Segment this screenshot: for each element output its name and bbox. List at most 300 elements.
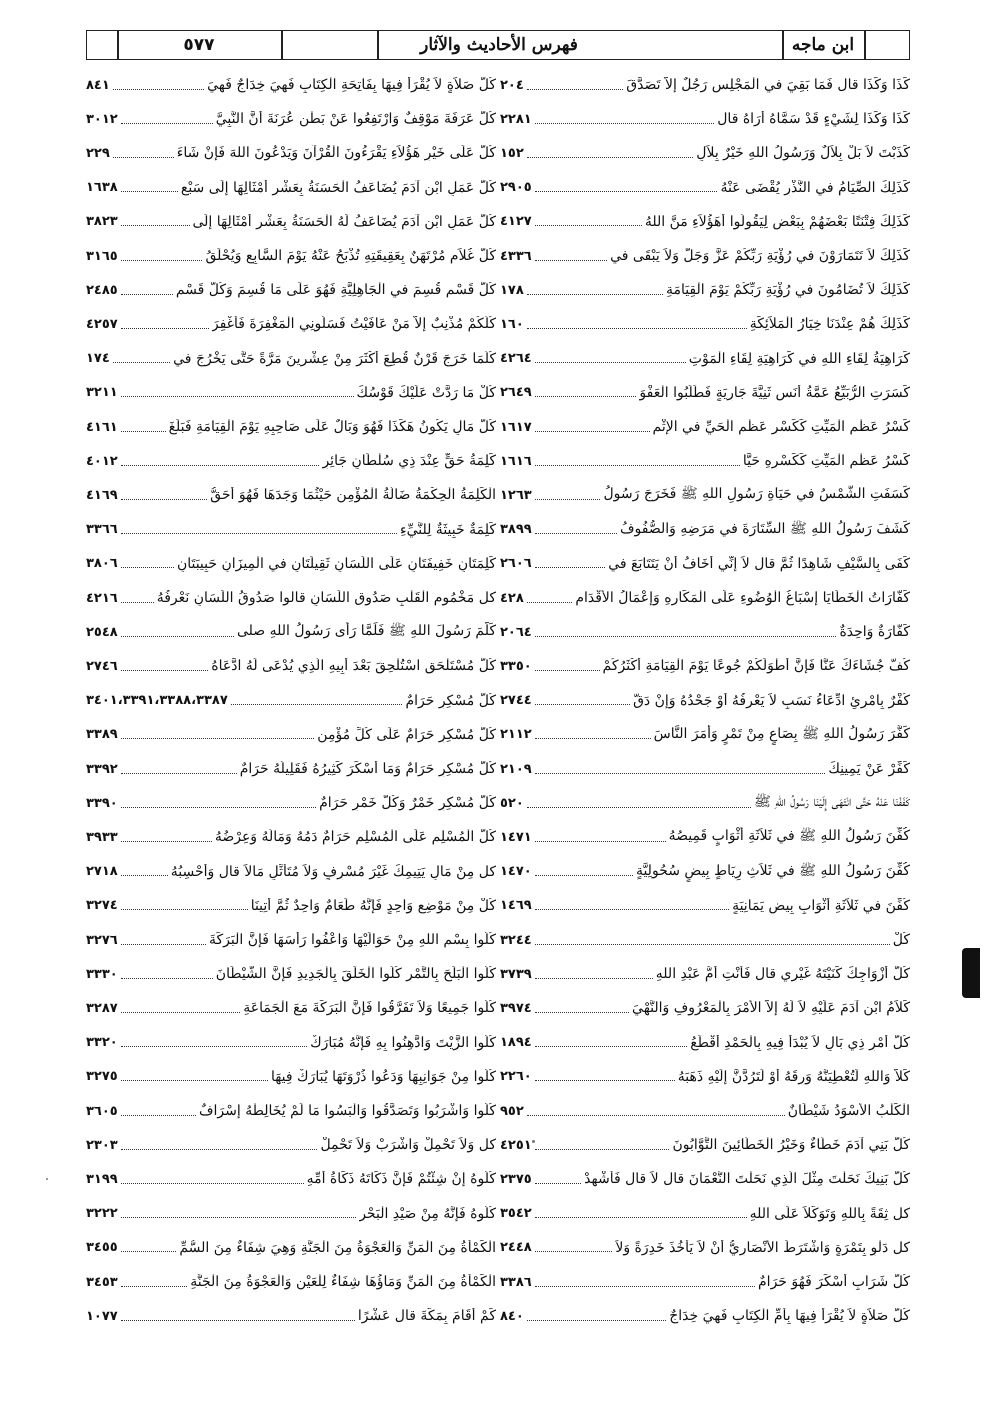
hadith-text: كُلُّ غُلاَمٍ مُرْتَهَنٌ بِعَقِيقَتِهِ تُذْبَحُ عَنْهُ يَوْمَ السَّابِعِ وَيُحْلَقُ <box>205 248 496 264</box>
header-divider <box>864 31 866 59</box>
dot-leader <box>121 807 316 808</box>
hadith-text: الْكَمْأَةُ مِنَ الْمَنِّ وَمَاؤُهَا شِفَاءٌ لِلْعَيْنِ وَالْعَجْوَةُ مِنَ الْجَنَّةِ <box>190 1274 496 1290</box>
index-entry <box>86 205 496 239</box>
hadith-number: ٢٣٧٥ <box>500 1171 532 1187</box>
dot-leader <box>121 465 320 466</box>
dot-leader <box>121 1286 188 1287</box>
hadith-text: كُلُّ قَسْمٍ قُسِمَ في الْجَاهِلِيَّةِ فَهُوَ عَلَى مَا قُسِمَ وَكُلُّ قَسْمٍ <box>175 282 496 299</box>
index-entry <box>500 444 910 478</box>
dot-leader <box>121 294 173 295</box>
hadith-text: كُلُّ مُسْكِرٍ حَرَامٌ <box>405 692 496 709</box>
dot-leader <box>121 1115 196 1116</box>
hadith-number: ٣١٦٥ <box>86 248 118 264</box>
index-entry <box>500 855 910 889</box>
dot-leader <box>527 328 747 329</box>
index-entry <box>86 342 496 376</box>
index-entry <box>86 1299 496 1333</box>
hadith-text: كَرَاهِيَةُ لِقَاءِ اللهِ في كَرَاهِيَةِ لِقَاءِ الْمَوْتِ <box>688 350 910 367</box>
hadith-number: ٢٢٨١ <box>500 111 532 127</box>
hadith-text: كل وَلاَ تَحْمِلْ وَاشْرَبْ وَلاَ تَحْمِلْ <box>320 1137 496 1154</box>
dot-leader <box>535 1251 613 1252</box>
hadith-text: كُلْ مِنْ مَوْضِعٍ وَاحِدٍ فَإِنَّهُ طَعَامٌ وَاحِدٌ ثُمَّ أُتِينَا <box>250 897 496 914</box>
hadith-number: ٣٥٤٢ <box>500 1206 532 1222</box>
hadith-text: كُلُّكُمْ مُذْنِبٌ إِلاَّ مَنْ عَافَيْتُ فَسَلُونِي الْمَغْفِرَةَ فَأَغْفِرَ <box>211 316 496 333</box>
hadith-number: ٢٥٤٨ <box>86 624 118 640</box>
index-entry <box>86 273 496 307</box>
dot-leader <box>527 602 573 603</box>
dot-leader <box>535 636 837 637</box>
hadith-text: كَذَلِكَ الصِّيَامُ في النَّذْرِ يُقْضَى عَنْهُ <box>720 179 910 196</box>
hadith-number: ٣٢٧٤ <box>86 898 118 914</box>
hadith-text: كَلِمَةُ حَقٍّ عِنْدَ ذِي سُلْطَانٍ جَائِرٍ <box>322 453 496 470</box>
hadith-number: ٣١٩٩ <box>86 1171 118 1187</box>
index-entry <box>500 136 910 170</box>
hadith-number: ١٠٧٧ <box>86 1308 118 1324</box>
index-entry <box>86 752 496 786</box>
hadith-number: ٤٢٦٤ <box>500 351 532 367</box>
hadith-number: ٢٩٠٥ <box>500 180 532 196</box>
index-entry <box>500 1231 910 1265</box>
index-entry <box>86 889 496 923</box>
index-entry <box>500 889 910 923</box>
hadith-number: ٩٥٢ <box>500 1103 524 1119</box>
hadith-text: كَسَفَتِ الشَّمْسُ في حَيَاةِ رَسُولِ اللهِ ﷺ فَخَرَجَ رَسُولُ <box>603 486 910 503</box>
dot-leader <box>121 123 213 124</box>
hadith-text: كُلَّمَا خَرَجَ قَرْنٌ قُطِعَ أَكْثَرَ مِنْ عِشْرِينَ مَرَّةً حَتَّى يَخْرُجَ في <box>173 350 496 367</box>
hadith-number: ٢٣٠٣ <box>86 1137 118 1153</box>
index-entry <box>500 786 910 820</box>
hadith-text: كُفَّ جُشَاءَكَ عَنَّا فَإِنَّ أَطْوَلَكُمْ جُوعًا يَوْمَ الْقِيَامَةِ أَكْثَرُكُمْ <box>602 658 910 675</box>
hadith-text: الْكَمْأَةُ مِنَ الْمَنِّ وَالْعَجْوَةُ مِنَ الْجَنَّةِ وَهِيَ شِفَاءٌ مِنَ السُّمِّ <box>179 1239 496 1256</box>
hadith-text: كَذَا وَكَذَا لِشَيْءٍ قَدْ سَمَّاهُ أُرَاهُ قال <box>717 111 910 128</box>
hadith-text: كَذَا وَكَذَا قال فَمَا بَقِيَ في الْمَجْلِسِ رَجُلٌ إِلاَّ تَصَدَّقَ <box>626 77 910 93</box>
hadith-number: ٢٢٩ <box>86 145 110 161</box>
index-entry <box>500 273 910 307</box>
hadith-number: ٣٣٨٦ <box>500 1274 532 1290</box>
hadith-text: كُلُوهُ فَإِنَّهُ مِنْ صَيْدِ الْبَحْرِ <box>359 1205 496 1222</box>
dot-leader <box>535 978 653 979</box>
hadith-number: ٢٠٦٤ <box>500 624 532 640</box>
dot-leader <box>535 1012 629 1013</box>
hadith-text: كَذَلِكَ لاَ تَتَمَارَوْنَ في رُؤْيَةِ رَبِّكُمْ عَزَّ وَجَلَّ وَلاَ يَبْقَى في <box>610 248 910 264</box>
dot-leader <box>527 89 623 90</box>
hadith-number: ٣٣٨٩ <box>86 727 118 743</box>
page-edge-mark <box>962 948 980 998</box>
hadith-text: كُفْرٌ بِامْرِئٍ ادِّعَاءُ نَسَبٍ لاَ يَعْرِفُهُ أَوْ جَحْدُهُ وَإِنْ دَقَّ <box>633 692 910 709</box>
dot-leader <box>535 191 718 192</box>
hadith-number: ٨٤١ <box>86 77 110 93</box>
hadith-text: كَفَّارَةٌ وَاحِدَةٌ <box>839 624 910 641</box>
index-entry <box>86 68 496 102</box>
index-entry <box>500 923 910 957</box>
hadith-number: ٣٢٧٥ <box>86 1069 118 1085</box>
dot-leader <box>121 1251 177 1252</box>
hadith-text: كُلُّ عَمَلِ ابْنِ آدَمَ يُضَاعَفُ لَهُ الْحَسَنَةُ بِعَشْرِ أَمْثَالِهَا إِلَى <box>192 213 496 230</box>
dot-leader <box>535 465 740 466</box>
dot-leader <box>121 533 397 534</box>
index-entry <box>500 478 910 512</box>
dot-leader <box>535 431 650 432</box>
dot-leader <box>535 1217 747 1218</box>
dot-leader <box>535 704 630 705</box>
index-entry <box>500 1128 910 1162</box>
index-entry <box>86 1128 496 1162</box>
hadith-number: ٣٤٥٥ <box>86 1240 118 1256</box>
hadith-number: ٣٧٣٩ <box>500 966 532 982</box>
dot-leader <box>535 1080 675 1081</box>
index-entry <box>86 957 496 991</box>
dot-leader <box>121 978 213 979</box>
hadith-number: ١٤٧١ <box>500 829 532 845</box>
index-entry <box>86 649 496 683</box>
index-entry <box>86 1265 496 1299</box>
index-entry <box>86 1231 496 1265</box>
dot-leader <box>121 636 234 637</box>
dot-leader <box>121 1149 318 1150</box>
hadith-number: ٢٤٨٥ <box>86 282 118 298</box>
index-entry <box>500 1197 910 1231</box>
dot-leader <box>121 225 190 226</box>
hadith-text: كُفِّنَ رَسُولُ اللهِ ﷺ في ثَلاَثِ رِيَاطٍ بِيضٍ سُحُولِيَّةٍ <box>635 862 910 879</box>
hadith-number: ٣٢٧٦ <box>86 932 118 948</box>
hadith-text: كُلُوا جَمِيعًا وَلاَ تَفَرَّقُوا فَإِنَّ الْبَرَكَةَ مَعَ الْجَمَاعَةِ <box>243 1000 496 1017</box>
hadith-text: كُلْ مَا رَدَّتْ عَلَيْكَ قَوْسُكَ <box>356 384 496 401</box>
hadith-number: ٣٢٤٤ <box>500 932 532 948</box>
hadith-text: كُلُّ صَلاَةٍ لاَ يُقْرَأُ فِيهَا بِفَاتِحَةِ الْكِتَابِ فَهِيَ خِدَاجٌ فَهِيَ <box>207 77 496 93</box>
hadith-text: كُلٌّ عَلَى خَيْرٍ هَؤُلاَءِ يَقْرَءُونَ الْقُرْآنَ وَيَدْعُونَ اللهَ فَإِنْ شَاءَ <box>176 145 496 162</box>
page-header <box>86 30 910 60</box>
hadith-number: ٣٨٠٦ <box>86 556 118 572</box>
index-entry <box>86 547 496 581</box>
hadith-text: كَلِمَتَانِ خَفِيفَتَانِ عَلَى اللِّسَانِ ثَقِيلَتَانِ في الْمِيزَانِ حَبِيبَتَانِ <box>176 555 496 572</box>
hadith-number: ٢٦٠٦ <box>500 556 532 572</box>
dot-leader <box>113 362 170 363</box>
hadith-text: كُلَّ بَنِيكَ نَحَلْتَ مِثْلَ الَّذِي نَحَلْتَ النُّعْمَانَ قال لاَ قال فَأَشْهِدْ <box>584 1171 910 1188</box>
hadith-number: ٣٣٣٠ <box>86 966 118 982</box>
dot-leader <box>121 1012 241 1013</box>
hadith-text: كَلاَّ وَاللهِ لَتُعْطِيَنَّهُ وَرِقَهُ أَوْ لَتَرُدَّنَّ إِلَيْهِ ذَهَبَهُ <box>677 1068 910 1085</box>
dot-leader <box>535 567 605 568</box>
index-entry <box>500 376 910 410</box>
hadith-number: ١٧٨ <box>500 282 524 298</box>
dot-leader <box>535 1286 755 1287</box>
hadith-text: الْكَلْبُ الأَسْوَدُ شَيْطَانٌ <box>787 1103 910 1119</box>
index-entry <box>500 171 910 205</box>
index-entry <box>500 307 910 341</box>
index-entry <box>500 1265 910 1299</box>
hadith-number: ٣٣٥٠ <box>500 658 532 674</box>
hadith-text: كُلُوا بِسْمِ اللهِ مِنْ حَوَالَيْهَا وَاعْفُوا رَأْسَهَا فَإِنَّ الْبَرَكَةَ <box>209 932 496 948</box>
hadith-text: كُلُوا مِنْ جَوَانِبِهَا وَدَعُوا ذُرْوَتَهَا يُبَارَكْ فِيهَا <box>270 1068 496 1085</box>
index-entry <box>500 410 910 444</box>
hadith-text: كُلُّ صَلاَةٍ لاَ يُقْرَأُ فِيهَا بِأُمِّ الْكِتَابِ فَهِيَ خِدَاجٌ <box>669 1308 910 1325</box>
dot-leader <box>121 1183 304 1184</box>
index-column-left <box>86 68 496 1325</box>
header-divider <box>117 31 119 59</box>
index-entry <box>86 513 496 547</box>
index-entry <box>500 581 910 615</box>
hadith-text: كُلْ <box>892 932 910 948</box>
hadith-text: كَفَى بِالسَّيْفِ شَاهِدًا ثُمَّ قال لاَ إِنِّي أَخَافُ أَنْ يَتَتَابَعَ في <box>608 555 910 572</box>
hadith-text: كُلُّ مُسْكِرٍ خَمْرٌ وَكُلُّ خَمْرٍ حَرَامٌ <box>319 795 496 812</box>
dot-leader <box>535 841 666 842</box>
dot-leader <box>113 89 204 90</box>
hadith-number: ١٢٦٣ <box>500 487 532 503</box>
hadith-text: كَسْرُ عَظْمِ الْمَيِّتِ كَكَسْرِهِ حَيًّا <box>742 453 910 470</box>
hadith-text: كُلُّ مُسْكِرٍ حَرَامٌ عَلَى كُلِّ مُؤْمِنٍ <box>317 726 496 743</box>
index-entry <box>500 547 910 581</box>
hadith-number: ٣٤٥٣ <box>86 1274 118 1290</box>
dot-leader <box>527 1320 666 1321</box>
hadith-text: كُلُوا وَاشْرَبُوا وَتَصَدَّقُوا وَالْبَسُوا مَا لَمْ يُخَالِطْهُ إِسْرَافٌ <box>199 1103 496 1119</box>
dot-leader <box>535 875 633 876</box>
index-entry <box>86 581 496 615</box>
index-entry <box>500 239 910 273</box>
hadith-text: كَسْرُ عَظْمِ الْمَيِّتِ كَكَسْرِ عَظْمِ الْحَيِّ في الإِثْمِ <box>652 419 910 435</box>
hadith-number: ٣٢٢٢ <box>86 1206 118 1222</box>
index-entry <box>500 1026 910 1060</box>
index-entry <box>86 478 496 512</box>
index-entry <box>500 1299 910 1333</box>
index-entry <box>500 752 910 786</box>
index-entry <box>86 786 496 820</box>
index-entry <box>500 718 910 752</box>
index-entry <box>500 820 910 854</box>
dot-leader <box>535 738 651 739</box>
index-entry <box>500 342 910 376</box>
index-entry <box>86 307 496 341</box>
index-entry <box>86 1094 496 1128</box>
dot-leader <box>121 1320 355 1321</box>
hadith-text: كَلَّمَ رَسُولَ اللهِ ﷺ فَلَمَّا رَأَى رَسُولُ اللهِ صلى <box>237 623 496 640</box>
hadith-text: كُفِّنَ في ثَلاَثَةِ أَثْوَابٍ بِيضٍ يَمَانِيَةٍ <box>732 897 910 914</box>
scan-speck <box>532 1140 535 1143</box>
hadith-number: ٣٣٢٠ <box>86 1035 118 1051</box>
hadith-number: ٢٧٤٤ <box>500 693 532 709</box>
hadith-number: ١٦٣٨ <box>86 180 118 196</box>
hadith-text: كُفِّنَ رَسُولُ اللهِ ﷺ في ثَلاَثَةِ أَثْوَابٍ قَمِيصُهُ <box>668 828 910 845</box>
dot-leader <box>535 1046 688 1047</box>
hadith-number: ٣٩٧٤ <box>500 1000 532 1016</box>
dot-leader <box>535 1183 581 1184</box>
index-entry <box>86 376 496 410</box>
index-entry <box>86 171 496 205</box>
hadith-text: كَمْ أَقَامَ بِمَكَّةَ قال عَشْرًا <box>357 1308 496 1325</box>
hadith-number: ١٦٠ <box>500 316 524 332</box>
hadith-text: كَفَّرَ رَسُولُ اللهِ ﷺ بِصَاعٍ مِنْ تَمْرٍ وَأَمَرَ النَّاسَ <box>653 725 910 742</box>
index-entry <box>500 1060 910 1094</box>
dot-leader <box>121 499 207 500</box>
dot-leader <box>121 944 206 945</box>
hadith-number: ٤٢٥٧ <box>86 316 118 332</box>
index-entry <box>500 68 910 102</box>
index-entry <box>500 991 910 1025</box>
hadith-text: كل دَلْوٍ بِتَمْرَةٍ وَاشْتَرَطَ الأَنْصَارِيُّ أَنْ لاَ يَأْخُذَ خَدِرَةً وَلاَ <box>615 1239 910 1256</box>
hadith-number: ٢٤٤٨ <box>500 1240 532 1256</box>
hadith-text: كُلُّ أَمْرٍ ذِي بَالٍ لاَ يُبْدَأُ فِيهِ بِالْحَمْدِ أَقْطَعُ <box>690 1034 910 1051</box>
hadith-text: كُلُّ عَمَلِ ابْنِ آدَمَ يُضَاعَفُ الْحَسَنَةُ بِعَشْرِ أَمْثَالِهَا إِلَى سَبْعِ <box>180 179 496 196</box>
dot-leader <box>527 807 751 808</box>
hadith-number: ٣٢١١ <box>86 385 118 401</box>
hadith-number: ٤١٦١ <box>86 419 118 435</box>
hadith-text: كُلُّ عَرَفَةَ مَوْقِفٌ وَارْتَفِعُوا عَنْ بَطْنِ عُرَنَةَ أَنَّ النَّبِيَّ <box>215 111 496 128</box>
hadith-number: ٣٤٠١،٣٣٩١،٣٣٨٨،٣٣٨٧ <box>86 693 228 709</box>
hadith-text: كَلاَمُ ابْنِ آدَمَ عَلَيْهِ لاَ لَهُ إِلاَّ الأَمْرَ بِالْمَعْرُوفِ وَالنَّهْيَ <box>632 1000 910 1017</box>
index-entry <box>86 820 496 854</box>
page-title: فهرس الأحاديث والآثار <box>420 35 578 55</box>
hadith-number: ٣٣٦٦ <box>86 522 118 538</box>
index-entry <box>86 991 496 1025</box>
hadith-number: ٢١٠٩ <box>500 761 532 777</box>
index-entry <box>500 205 910 239</box>
hadith-number: ٢١١٢ <box>500 727 532 743</box>
index-entry <box>86 136 496 170</box>
hadith-text: كُلُّ شَرَابٍ أَسْكَرَ فَهُوَ حَرَامٌ <box>758 1274 910 1290</box>
dot-leader <box>121 909 248 910</box>
hadith-number: ٤٢٥١ <box>500 1137 532 1153</box>
hadith-number: ٤٠١٢ <box>86 453 118 469</box>
index-column-right <box>500 68 910 1325</box>
hadith-number: ١٤٦٩ <box>500 898 532 914</box>
dot-leader <box>121 328 209 329</box>
dot-leader <box>527 157 693 158</box>
hadith-number: ٣٨٢٣ <box>86 214 118 230</box>
hadith-number: ٤١٢٧ <box>500 214 532 230</box>
index-entry <box>500 1162 910 1196</box>
book-name: ابن ماجه <box>791 35 855 55</box>
hadith-text: كَذَبْتَ لاَ بَلْ بِلاَلٌ وَرَسُولُ اللهِ خَيْرٌ بِلاَلٍ <box>696 145 910 162</box>
hadith-text: كَفِّرْ عَنْ يَمِينِكَ <box>828 761 910 777</box>
dot-leader <box>535 123 715 124</box>
index-entry <box>500 102 910 136</box>
index-entry <box>86 239 496 273</box>
hadith-number: ٣٠١٢ <box>86 111 118 127</box>
hadith-text: كُلُوهُ إِنْ شِئْتُمْ فَإِنَّ ذَكَاتَهُ ذَكَاةُ أُمِّهِ <box>306 1171 496 1188</box>
hadith-text: كَفَّارَاتُ الْخَطَايَا إِسْبَاغُ الْوُضُوءِ عَلَى الْمَكَارِهِ وَإِعْمَالُ الأَقْدَامِ <box>575 590 910 606</box>
hadith-number: ١٧٤ <box>86 351 110 367</box>
hadith-number: ٢٦٤٩ <box>500 385 532 401</box>
dot-leader <box>527 1115 785 1116</box>
index-entry <box>86 410 496 444</box>
hadith-text: كَذَلِكَ هُمْ عِنْدَنَا خِيَارُ الْمَلاَئِكَةِ <box>749 316 910 333</box>
hadith-text: كَذَلِكَ لاَ تُضَامُونَ في رُؤْيَةِ رَبِّكُمْ يَوْمَ الْقِيَامَةِ <box>665 282 910 299</box>
dot-leader <box>121 191 178 192</box>
dot-leader <box>535 670 600 671</box>
dot-leader <box>113 157 174 158</box>
dot-leader <box>535 909 729 910</box>
hadith-number: ٢٧٤٦ <box>86 658 118 674</box>
dot-leader <box>231 704 403 705</box>
hadith-text: كُلُوا الْبَلَحَ بِالتَّمْرِ كُلُوا الْخَلَقَ بِالْجَدِيدِ فَإِنَّ الشَّيْطَانَ <box>215 966 496 983</box>
hadith-number: ٤٢١٦ <box>86 590 118 606</box>
dot-leader <box>121 773 237 774</box>
hadith-text: كل ثِقَةً بِاللهِ وَتَوَكُّلاً عَلَى اللهِ <box>749 1205 910 1222</box>
hadith-text: كل مَخْمُومِ الْقَلْبِ صَدُوقِ اللِّسَانِ قالوا صَدُوقُ اللِّسَانِ نَعْرِفُهُ <box>156 590 496 606</box>
index-entry <box>500 1094 910 1128</box>
hadith-number: ٤١٦٩ <box>86 487 118 503</box>
hadith-text: كل مِنْ مَالِ يَتِيمِكَ غَيْرَ مُسْرِفٍ وَلاَ مُتَأَثِّلٍ مَالاً قال وَأَحْسِبُهُ <box>170 863 496 880</box>
dot-leader <box>535 1149 670 1150</box>
hadith-number: ٨٤٠ <box>500 1308 524 1324</box>
hadith-number: ٤٣٣٦ <box>500 248 532 264</box>
dot-leader <box>121 1217 356 1218</box>
dot-leader <box>121 396 354 397</box>
hadith-number: ٢٢٦٠ <box>500 1069 532 1085</box>
hadith-text: كُلُوا الزَّيْتَ وَادَّهِنُوا بِهِ فَإِنَّهُ مُبَارَكٌ <box>310 1034 496 1051</box>
index-entry <box>86 1026 496 1060</box>
hadith-text: كُلُّ الْمُسْلِمِ عَلَى الْمُسْلِمِ حَرَامٌ دَمُهُ وَمَالُهُ وَعِرْضُهُ <box>214 829 496 846</box>
hadith-number: ٥٢٠ <box>500 795 524 811</box>
index-entry <box>86 684 496 718</box>
hadith-number: ٣٩٣٣ <box>86 829 118 845</box>
index-entry <box>86 1060 496 1094</box>
hadith-text: كُلُّ أَزْوَاجِكَ كَنَيْتَهُ غَيْرِي قال فَأَنْتِ أُمُّ عَبْدِ اللهِ <box>655 966 910 983</box>
hadith-text: كُلُّ بَنِي آدَمَ خَطَّاءٌ وَخَيْرُ الْخَطَّائِينَ التَّوَّابُونَ <box>672 1137 910 1154</box>
page-number: ٥٧٧ <box>183 35 215 55</box>
dot-leader <box>121 875 168 876</box>
hadith-text: كَذَلِكَ فِتْنَتًا بَعْضَهُمْ بِبَعْضٍ لِيَقُولُوا أَهَؤُلاَءِ مَنَّ اللهُ <box>644 213 910 230</box>
hadith-text: كَفَفْنَا عَنْهُ حَتَّى انْتَهَى إِلَيْنَا رَسُولُ اللهِ ﷺ <box>754 794 910 811</box>
hadith-text: كُلُّ مَالٍ يَكُونُ هَكَذَا فَهُوَ وَبَالٌ عَلَى صَاحِبِهِ يَوْمَ الْقِيَامَةِ فَبَلَغَ <box>168 419 496 435</box>
dot-leader <box>535 533 617 534</box>
hadith-number: ٣٣٩٢ <box>86 761 118 777</box>
index-entry <box>500 615 910 649</box>
hadith-number: ٤٢٨ <box>500 590 524 606</box>
hadith-text: كُلُّ مُسْكِرٍ حَرَامٌ وَمَا أَسْكَرَ كَثِيرُهُ فَقَلِيلُهُ حَرَامٌ <box>239 761 496 777</box>
index-entry <box>500 649 910 683</box>
hadith-number: ٣٣٩٠ <box>86 795 118 811</box>
dot-leader <box>535 773 826 774</box>
dot-leader <box>121 670 209 671</box>
header-divider <box>281 31 283 59</box>
dot-leader <box>121 738 315 739</box>
dot-leader <box>535 944 890 945</box>
dot-leader <box>121 567 174 568</box>
dot-leader <box>121 260 203 261</box>
dot-leader <box>121 1046 307 1047</box>
index-entry <box>500 684 910 718</box>
dot-leader <box>121 841 212 842</box>
hadith-text: كَلِمَةٌ خَبِيثَةٌ لِلنَّيِّءِ <box>399 521 496 538</box>
hadith-number: ١٥٢ <box>500 145 524 161</box>
dot-leader <box>121 602 154 603</box>
dot-leader <box>121 431 166 432</box>
dot-leader <box>121 1080 268 1081</box>
hadith-number: ٣٨٩٩ <box>500 522 532 538</box>
index-entry <box>86 718 496 752</box>
dot-leader <box>535 225 642 226</box>
index-entry <box>86 444 496 478</box>
index-entry <box>86 102 496 136</box>
index-entry <box>86 923 496 957</box>
dot-leader <box>535 396 637 397</box>
index-entry <box>500 957 910 991</box>
hadith-number: ١٦١٧ <box>500 419 532 435</box>
hadith-number: ١٨٩٤ <box>500 1035 532 1051</box>
dot-leader <box>535 260 607 261</box>
index-entry <box>86 855 496 889</box>
hadith-number: ٢٧١٨ <box>86 864 118 880</box>
hadith-number: ٣٢٨٧ <box>86 1000 118 1016</box>
index-entry <box>86 1197 496 1231</box>
dot-leader <box>535 499 601 500</box>
hadith-text: الْكَلِمَةُ الْحِكْمَةُ ضَالَّةُ الْمُؤْمِنِ حَيْثُمَا وَجَدَهَا فَهُوَ أَحَقُّ <box>210 487 496 504</box>
index-entry <box>86 615 496 649</box>
hadith-number: ٢٠٤ <box>500 77 524 93</box>
dot-leader <box>535 362 686 363</box>
dot-leader <box>527 294 663 295</box>
hadith-text: كُلُّ مُسْتَلْحَقٍ اسْتُلْحِقَ بَعْدَ أَبِيهِ الَّذِي يُدْعَى لَهُ ادَّعَاهُ <box>211 658 496 675</box>
